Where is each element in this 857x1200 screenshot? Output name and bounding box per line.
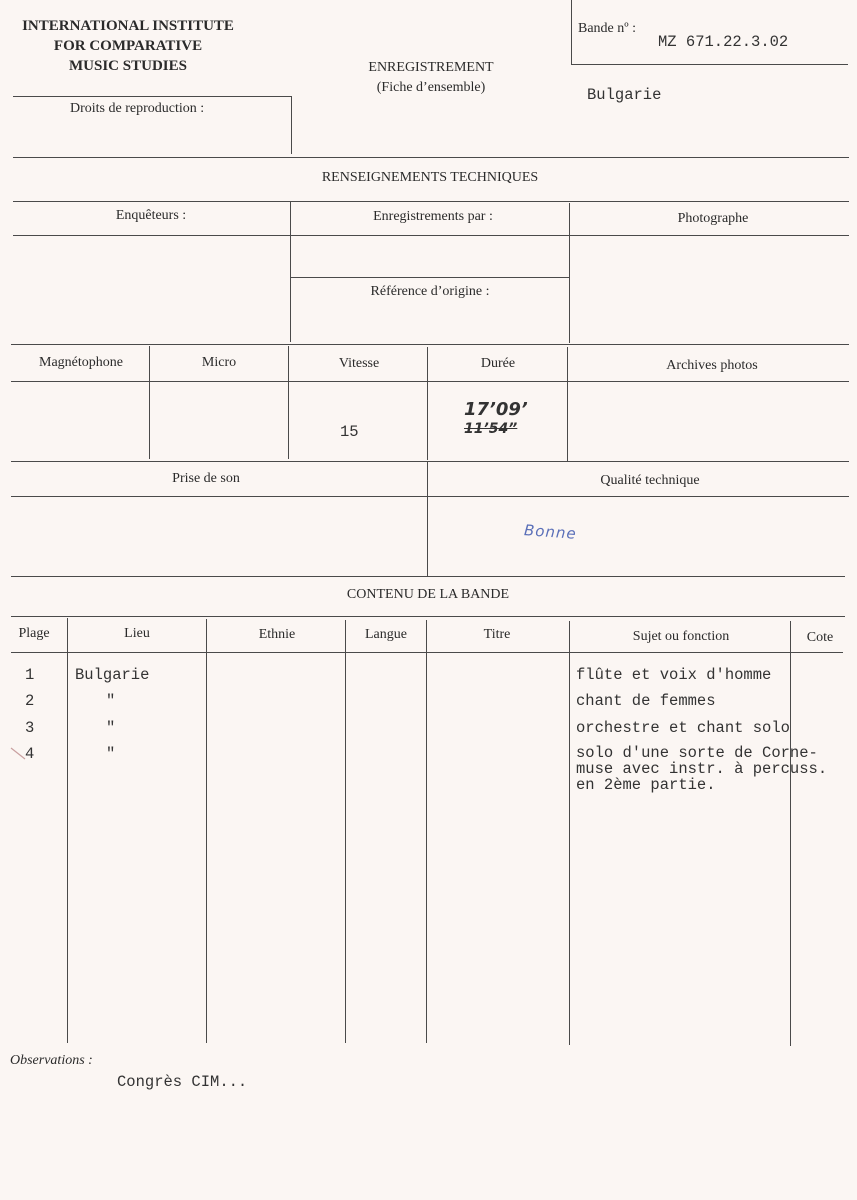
archives-label: Archives photos — [666, 358, 758, 373]
qualite-label: Qualité technique — [600, 473, 700, 488]
reference-label: Référence d’origine : — [370, 284, 490, 299]
col-ethnie: Ethnie — [258, 627, 296, 642]
duree-label: Durée — [480, 356, 516, 371]
col-lieu: Lieu — [124, 626, 150, 641]
institute-line-2: FOR COMPARATIVE — [53, 38, 203, 54]
row-1-sujet: flûte et voix d'homme — [576, 666, 772, 684]
row-3-plage: 3 — [25, 719, 35, 737]
col-plage: Plage — [18, 626, 50, 641]
row-2-sujet: chant de femmes — [576, 692, 716, 710]
bande-label: Bande nº : — [578, 21, 636, 36]
institute-line-1: INTERNATIONAL INSTITUTE — [22, 18, 234, 34]
row-4-sujet: solo d'une sorte de Corne- muse avec instr. à percuss. en 2ème partie. — [576, 744, 828, 794]
row-1-lieu: Bulgarie — [75, 666, 150, 684]
col-titre: Titre — [483, 627, 511, 642]
qualite-value: Bonne — [523, 521, 578, 543]
observations-label: Observations : — [10, 1053, 93, 1068]
enqueteurs-label: Enquêteurs : — [115, 208, 187, 223]
institute-line-3: MUSIC STUDIES — [69, 58, 187, 74]
country-value: Bulgarie — [587, 86, 662, 104]
row-3-lieu: " — [106, 719, 116, 737]
col-cote: Cote — [806, 630, 834, 645]
droits-label: Droits de reproduction : — [70, 101, 205, 116]
form-title: ENREGISTREMENT — [368, 60, 494, 75]
enregistrements-label: Enregistrements par : — [373, 209, 493, 224]
row-4-plage: 4 — [25, 745, 35, 763]
technique-section-title: RENSEIGNEMENTS TECHNIQUES — [321, 170, 539, 185]
col-langue: Langue — [365, 627, 407, 642]
bande-number: MZ 671.22.3.02 — [658, 33, 789, 51]
observations-value: Congrès CIM... — [117, 1073, 248, 1091]
vitesse-label: Vitesse — [338, 356, 380, 371]
photographe-label: Photographe — [677, 211, 749, 226]
prise-de-son-label: Prise de son — [172, 471, 240, 486]
row-3-sujet: orchestre et chant solo — [576, 719, 790, 737]
row-2-plage: 2 — [25, 692, 35, 710]
duree-struck-value: 11’54” — [464, 421, 518, 437]
magnetophone-label: Magnétophone — [39, 355, 123, 370]
institute-name — [10, 16, 246, 76]
duree-value: 17’09’ — [464, 399, 528, 420]
row-4-lieu: " — [106, 745, 116, 763]
row-2-lieu: " — [106, 692, 116, 710]
micro-label: Micro — [201, 355, 237, 370]
row-1-plage: 1 — [25, 666, 35, 684]
vitesse-value: 15 — [340, 423, 359, 441]
form-subtitle: (Fiche d’ensemble) — [376, 80, 486, 95]
contenu-section-title: CONTENU DE LA BANDE — [346, 587, 510, 602]
col-sujet: Sujet ou fonction — [632, 629, 730, 644]
tick-mark-icon — [10, 746, 26, 762]
